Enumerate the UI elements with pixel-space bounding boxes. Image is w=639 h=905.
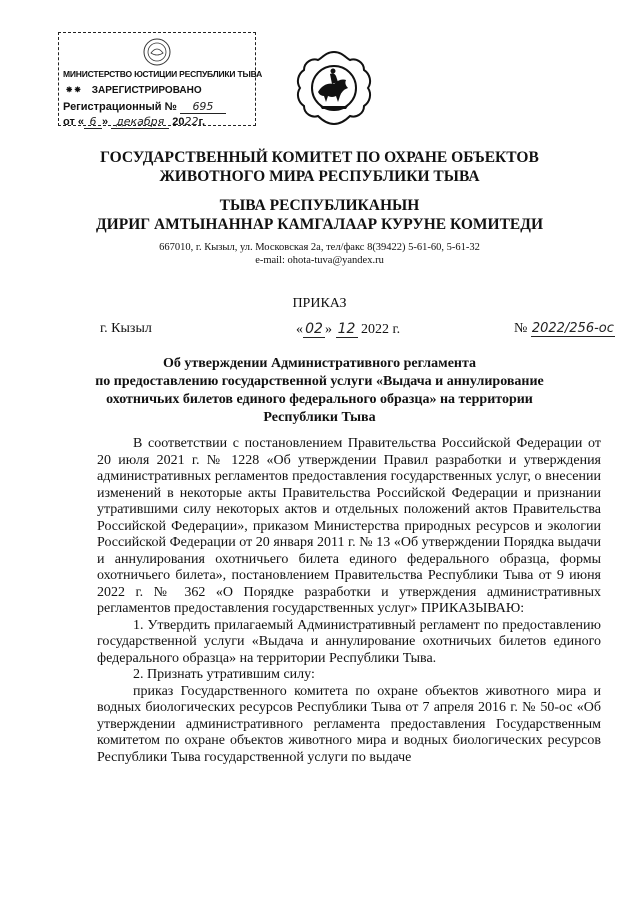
order-subject: Об утверждении Административного регламента по предоставлению государственной услуги «Выдача и аннулирование охотничьих билетов единого федерального образца» на территории Республики Тыва [95,356,544,425]
org-name-tuvan: ТЫВА РЕСПУБЛИКАНЫН ДИРИГ АМТЫНАННАР КАМГАЛААР КУРУНЕ КОМИТЕДИ [96,197,543,233]
stamp-date-line: от « 6 » декабря 2022г. [63,115,206,128]
stamp-date-day: 6 [84,115,102,129]
order-title: ПРИКАЗ [292,296,347,311]
stamp-reg-number: 695 [180,100,226,114]
body-paragraph-repealed-order: приказ Государственного комитета по охране объектов животного мира и водных биологических ресурсов Республики Тыва от 7 апреля 2016 г. № 50-ос «Об утверждении административного регламента предоставления Государственным комитетом по охране объектов животного мира и водных биологических ресурсов Республики Тыва государственной услуги по выдаче [97,683,601,765]
tuva-emblem-small-icon [141,37,173,67]
order-date-day: 02 [303,321,325,338]
order-number: № 2022/256-ос [514,321,614,336]
registration-stamp [58,32,263,128]
order-date: « 02 » 12 2022 г. [296,321,401,337]
org-name-russian: ГОСУДАРСТВЕННЫЙ КОМИТЕТ ПО ОХРАНЕ ОБЪЕКТОВ ЖИВОТНОГО МИРА РЕСПУБЛИКИ ТЫВА [100,149,539,185]
stamp-registered: ⁕⁕ ЗАРЕГИСТРИРОВАНО [65,85,202,96]
order-number-value: 2022/256-ос [531,321,614,336]
body-paragraph-item-2: 2. Признать утратившим силу: [133,667,315,682]
org-contacts [60,241,579,267]
body-paragraph-item-1: 1. Утвердить прилагаемый Административный регламент по предоставлению государственной услуги «Выдача и аннулирование охотничьих билетов единого федерального образца» на территории Республики Тыва. [97,617,601,666]
tuva-coat-of-arms-icon [292,46,376,130]
stamp-seal-mark: ⁕⁕ [65,85,82,96]
order-body [97,436,601,766]
stamp-ministry: МИНИСТЕРСТВО ЮСТИЦИИ РЕСПУБЛИКИ ТЫВА [63,69,263,79]
org-email: e-mail: ohota-tuva@yandex.ru [255,255,384,266]
order-date-month: 12 [336,321,358,338]
stamp-date-month: декабря [111,115,169,129]
stamp-date-year: 22 [184,115,199,128]
stamp-reg-number-line: Регистрационный № 695 [63,100,226,114]
org-address: 667010, г. Кызыл, ул. Московская 2а, тел/факс 8(39422) 5-61-60, 5-61-32 [159,242,480,253]
body-paragraph-preamble: В соответствии с постановлением Правительства Российской Федерации от 20 июля 2021 г. № 1228 «Об утверждении Правил разработки и утверждения административных регламентов предоставления государственных услуг, о внесении изменений в некоторые акты Правительства Российской Федерации и признании утратившими силу некоторых актов и отдельных положений актов Правительства Российской Федерации», приказом Министерства природных ресурсов и экологии Российской Федерации от 20 января 2011 г. № 13 «Об утверждении Порядка выдачи и аннулирования охотничьего билета единого федерального образца, формы охотничьего билета», постановлением Правительства Республики Тыва от 9 июня 2022 г. № 362 «О Порядке разработки и утверждения административных регламентов предоставления государственных услуг» ПРИКАЗЫВАЮ: [97,436,601,616]
order-city: г. Кызыл [100,321,152,336]
